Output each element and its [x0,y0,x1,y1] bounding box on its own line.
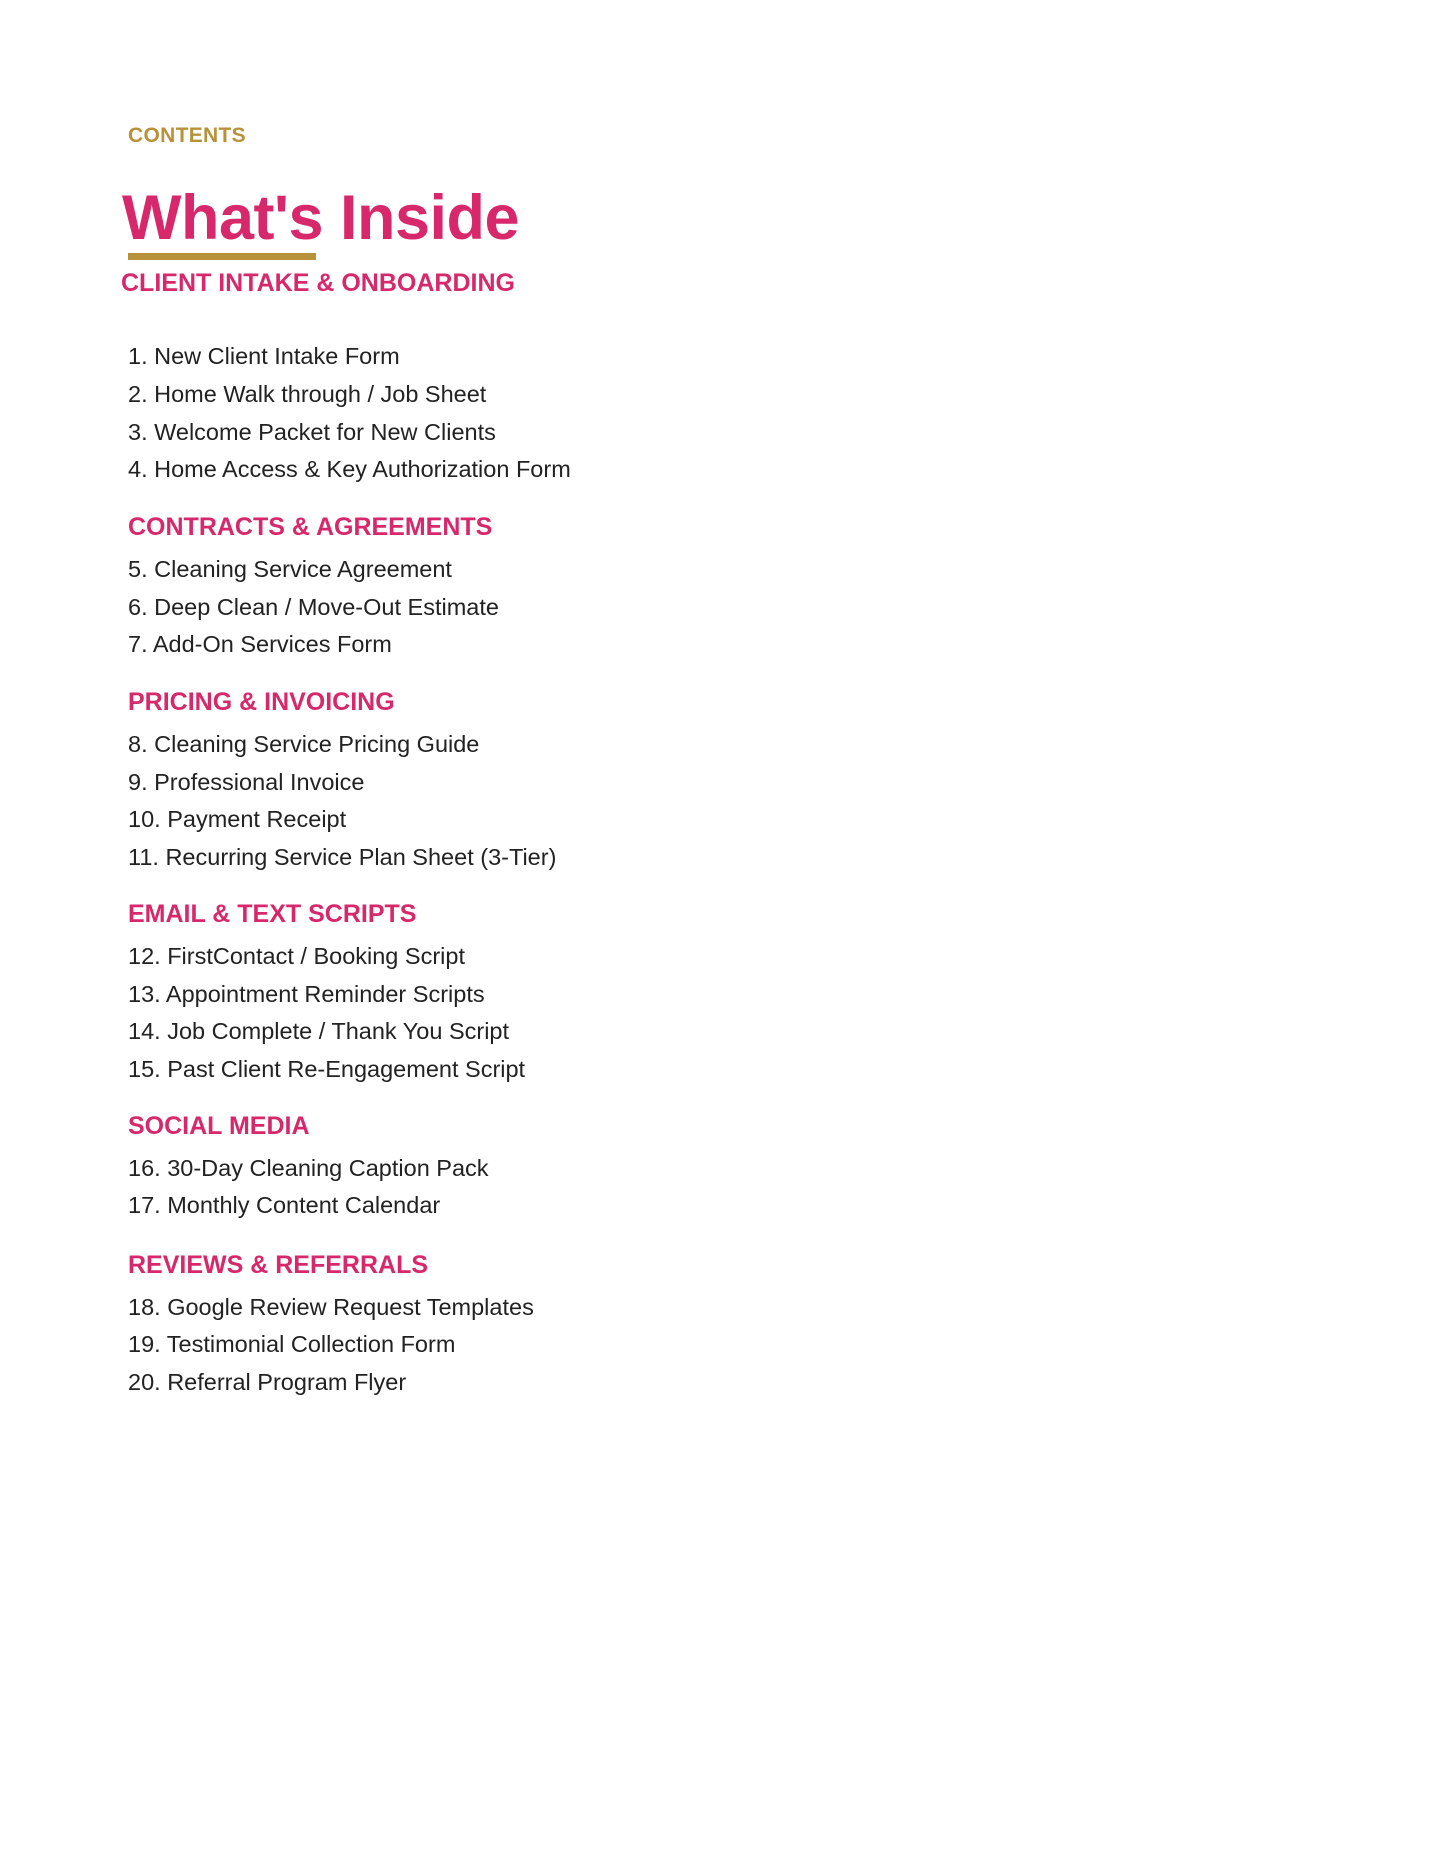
toc-item: 1. New Client Intake Form [128,343,400,369]
section-heading-contracts: CONTRACTS & AGREEMENTS [128,513,493,541]
toc-item: 10. Payment Receipt [128,806,347,832]
toc-item: 14. Job Complete / Thank You Script [128,1018,510,1044]
toc-item: 15. Past Client Re-Engagement Script [128,1056,526,1082]
toc-item: 2. Home Walk through / Job Sheet [128,381,487,407]
toc-item: 13. Appointment Reminder Scripts [128,981,485,1007]
title-underline [128,253,316,260]
toc-item: 8. Cleaning Service Pricing Guide [128,731,480,757]
toc-item: 18. Google Review Request Templates [128,1294,534,1320]
toc-item: 20. Referral Program Flyer [128,1369,407,1395]
toc-item: 9. Professional Invoice [128,769,365,795]
toc-item: 17. Monthly Content Calendar [128,1192,441,1218]
section-heading-client-intake: CLIENT INTAKE & ONBOARDING [121,269,515,297]
toc-item: 7. Add-On Services Form [128,631,392,657]
toc-item: 19. Testimonial Collection Form [128,1331,456,1357]
section-heading-pricing: PRICING & INVOICING [128,688,395,716]
contents-eyebrow: CONTENTS [128,124,246,147]
page-title: What's Inside [122,183,520,253]
section-heading-reviews: REVIEWS & REFERRALS [128,1251,429,1279]
toc-item: 5. Cleaning Service Agreement [128,556,452,582]
toc-item: 4. Home Access & Key Authorization Form [128,456,571,482]
toc-item: 3. Welcome Packet for New Clients [128,419,496,445]
section-heading-scripts: EMAIL & TEXT SCRIPTS [128,900,417,928]
section-heading-social-media: SOCIAL MEDIA [128,1112,310,1140]
toc-item: 6. Deep Clean / Move-Out Estimate [128,594,499,620]
toc-item: 12. FirstContact / Booking Script [128,943,465,969]
toc-item: 16. 30-Day Cleaning Caption Pack [128,1155,489,1181]
toc-item: 11. Recurring Service Plan Sheet (3-Tier) [128,844,557,870]
